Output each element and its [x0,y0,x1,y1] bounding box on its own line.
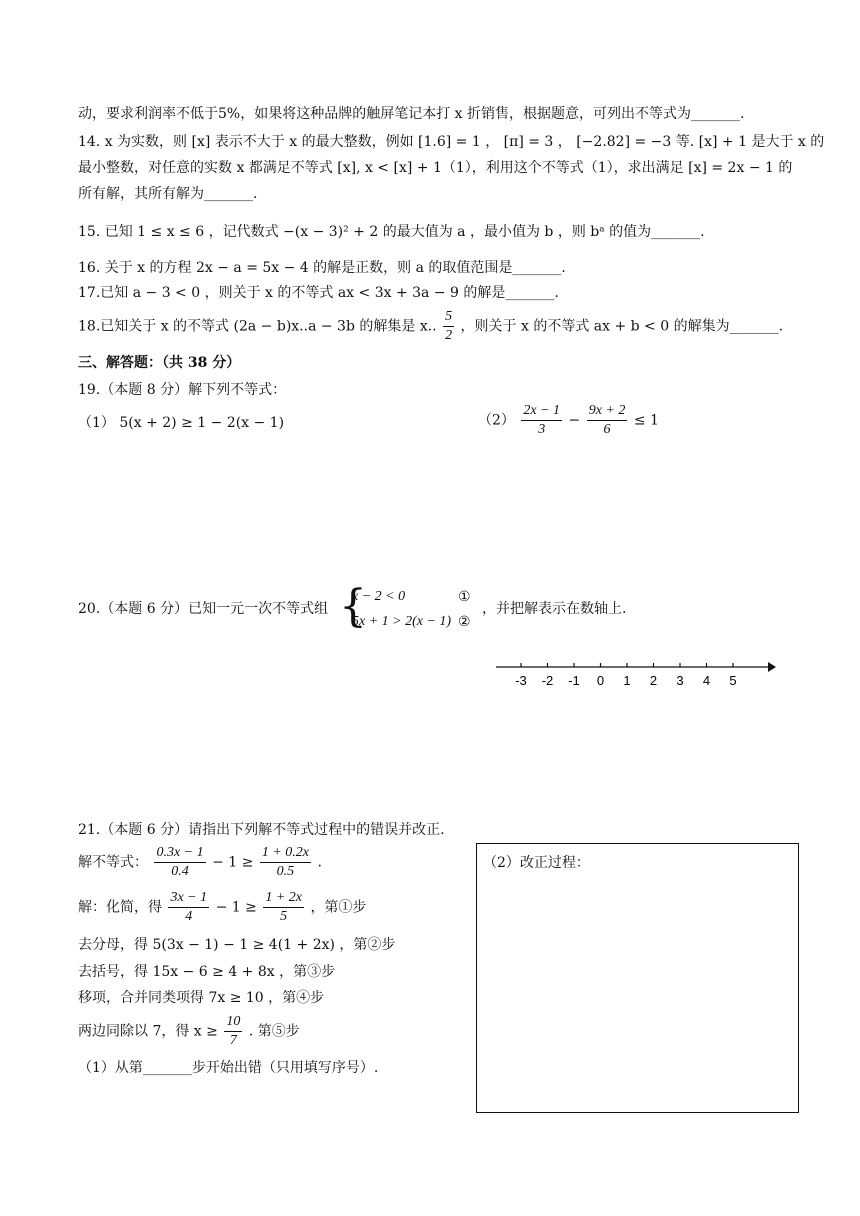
q21-step-1-fraction-2 [263,889,304,926]
fraction-numerator: 1 + 0.2x [260,844,311,863]
q19-part-1: （1） 5(x + 2) ≥ 1 − 2(x − 1) [78,415,285,431]
fraction-denominator: 0.4 [171,864,189,879]
q21-fraction-1 [154,844,205,881]
q19-part-2 [478,402,659,439]
correction-box-label: （2）改正过程： [483,855,590,871]
q15: 15. 已知 1 ≤ x ≤ 6 ，记代数式 −(x − 3)² + 2 的最大值为 a ，最小值为 b ，则 bᵃ 的值为_______. [78,224,705,240]
fraction-numerator: 0.3x − 1 [154,844,205,863]
number-line-tick-label: 2 [649,673,658,688]
fraction-denominator: 2 [445,328,453,343]
q16: 16. 关于 x 的方程 2x − a = 5x − 4 的解是正数，则 a 的取值范围是_______. [78,260,566,276]
q19-part-2-label: （2） [478,412,515,429]
q21-operator: − 1 ≥ [212,854,254,871]
number-line-tick-label: 4 [702,673,711,688]
fraction-denominator: 6 [603,422,611,437]
q20-title-pre: 20.（本题 6 分）已知一元一次不等式组 [78,601,329,617]
q21-step-1 [78,889,366,926]
fraction-numerator: 2x − 1 [521,402,562,421]
q18-text-pre: 18.已知关于 x 的不等式 (2a − b)x..a − 3b 的解集是 x.. [78,318,437,335]
fraction-denominator: 5 [280,909,288,924]
q20-circle-1: ① [458,589,471,605]
q18 [78,308,783,345]
q21-fraction-2 [260,844,311,881]
number-line-tick-label: -2 [541,673,554,688]
fraction-numerator: 3x − 1 [168,889,209,908]
number-line-tick-label: -3 [515,673,527,688]
q21-step-5-fraction [224,1013,242,1050]
number-line [488,655,788,695]
q14-line-1: 14. x 为实数，则 [x] 表示不大于 x 的最大整数，例如 [1.6] = 1 ， [π] = 3 ， [−2.82] = −3 等. [x] + 1 是大于 x 的 [78,134,825,150]
q21-step-1-fraction-1 [168,889,209,926]
q13-continuation: 动，要求利润率不低于5%，如果将这种品牌的触屏笔记本打 x 折销售，根据题意，可列出不等式为_______. [78,106,745,122]
q21-label: 解不等式： [78,854,148,871]
q21-step-4: 移项，合并同类项得 7x ≥ 10 ，第④步 [78,990,325,1006]
q21-inequality [78,844,322,881]
q19-title: 19.（本题 8 分）解下列不等式： [78,382,287,398]
fraction-denominator: 7 [229,1033,237,1048]
q21-step-3: 去括号，得 15x − 6 ≥ 4 + 8x ，第③步 [78,964,336,980]
q20-equation-1: x − 2 < 0 [352,589,406,604]
q20-equation-2: 5x + 1 > 2(x − 1) [352,614,452,629]
number-line-tick-label: 3 [676,673,684,688]
q20-circle-2: ② [458,614,471,630]
q21-step-5-pre: 两边同除以 7，得 x ≥ [78,1023,218,1040]
system-brace: { [339,581,367,632]
q21-step-1-post: ，第①步 [310,899,367,916]
fraction-numerator: 9x + 2 [587,402,628,421]
section-heading: 三、解答题：（共 38 分） [78,355,241,371]
fraction-denominator: 3 [538,422,546,437]
number-line-tick-label: 5 [729,673,737,688]
q21-step-5-post: . 第⑤步 [248,1023,300,1040]
q14-line-2: 最小整数，对任意的实数 x 都满足不等式 [x], x < [x] + 1（1），利用这个不等式（1），求出满足 [x] = 2x − 1 的 [78,160,793,176]
minus-sign: − [568,412,581,429]
q21-part-1: （1）从第_______步开始出错（只用填写序号）. [78,1060,379,1076]
fraction-numerator: 5 [443,308,454,327]
q21-step-5 [78,1013,300,1050]
fraction-denominator: 4 [185,909,193,924]
q19-part-2-rhs: ≤ 1 [633,412,659,429]
arrow-head-icon [768,662,776,672]
q21-step-1-pre: 解：化简，得 [78,899,162,916]
number-line-tick-label: -1 [568,673,580,688]
q21-step-2: 去分母，得 5(3x − 1) − 1 ≥ 4(1 + 2x) ，第②步 [78,937,396,953]
q20-title-post: ，并把解表示在数轴上. [482,601,627,617]
q19-fraction-2 [587,402,628,439]
q19-fraction-1 [521,402,562,439]
q21-title: 21.（本题 6 分）请指出下列解不等式过程中的错误并改正. [78,822,445,838]
fraction-numerator: 10 [224,1013,242,1032]
q14-line-3: 所有解，其所有解为_______. [78,186,258,202]
q21-period: . [317,854,322,871]
number-line-tick-label: 0 [596,673,605,688]
q18-text-post: ，则关于 x 的不等式 ax + b < 0 的解集为_______. [460,318,784,335]
number-line-tick-label: 1 [623,673,631,688]
fraction-numerator: 1 + 2x [263,889,304,908]
q21-step-1-operator: − 1 ≥ [215,899,257,916]
fraction-denominator: 0.5 [276,864,295,879]
correction-answer-box[interactable] [476,843,799,1113]
q17: 17.已知 a − 3 < 0 ，则关于 x 的不等式 ax < 3x + 3a − 9 的解是_______. [78,285,559,301]
q18-fraction [443,308,454,345]
